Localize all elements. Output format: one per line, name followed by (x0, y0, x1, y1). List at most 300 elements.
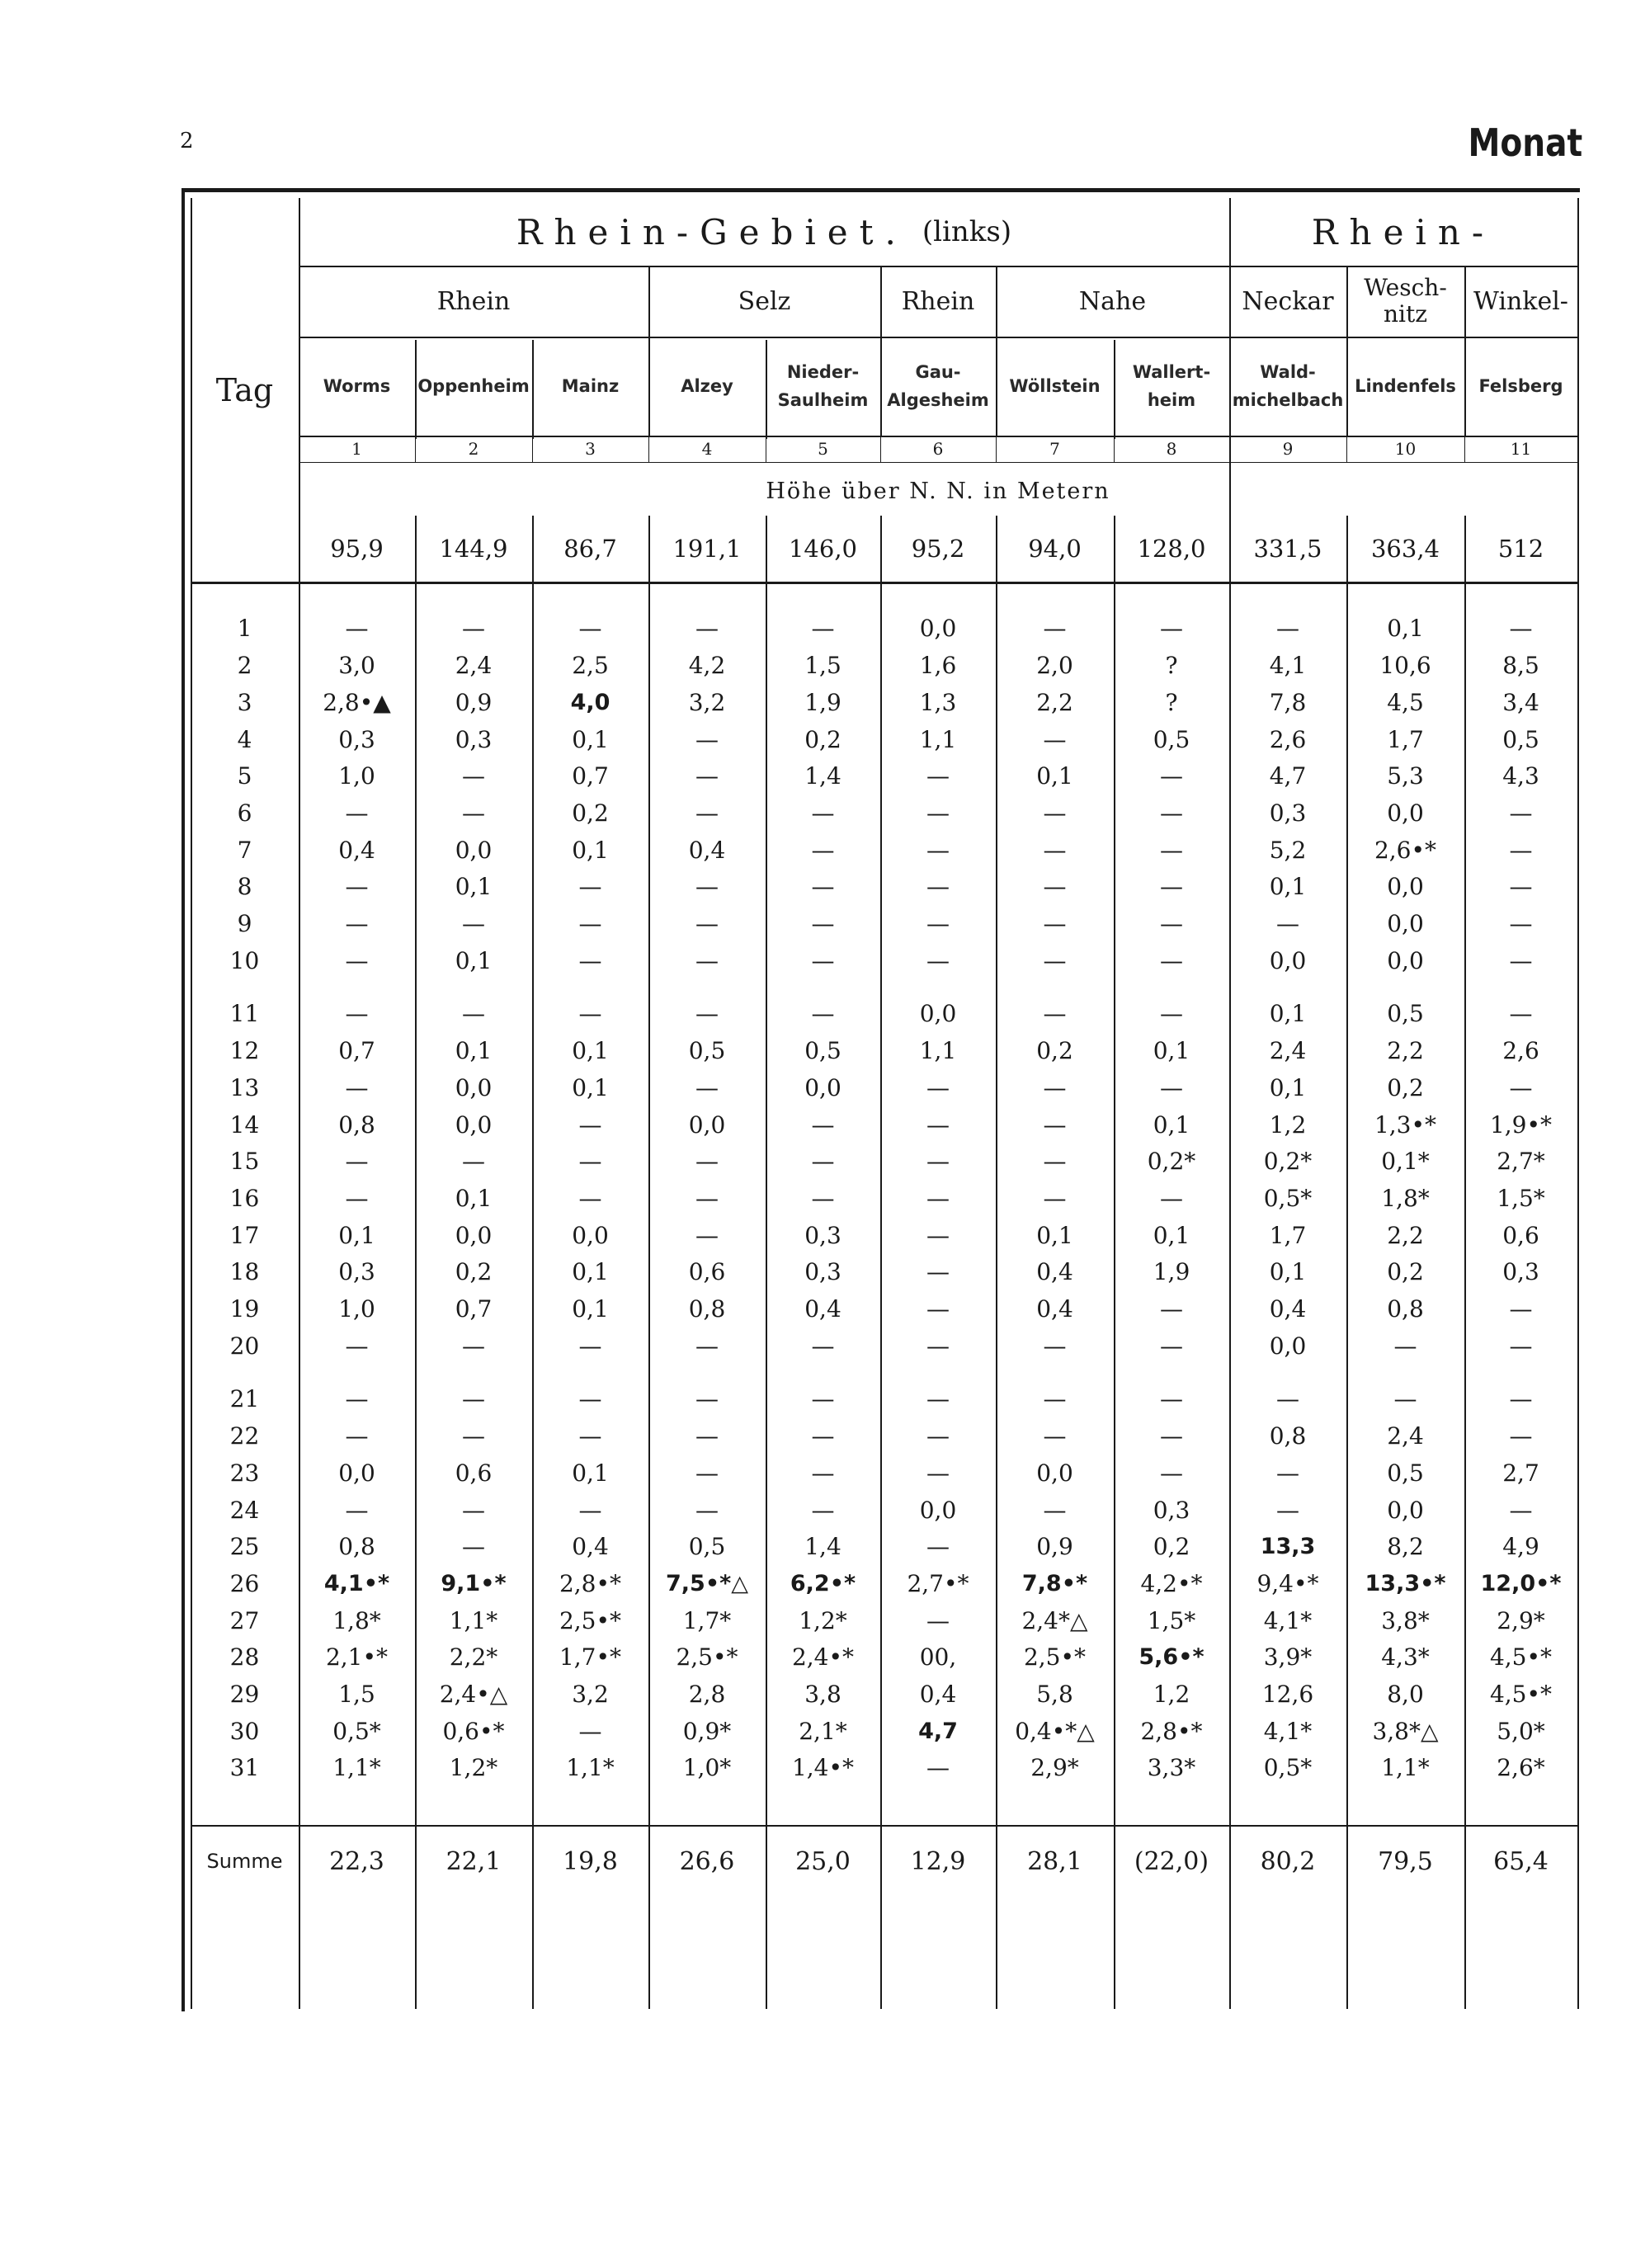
table-cell: 0,0 (1269, 946, 1307, 974)
table-cell: — (578, 1148, 602, 1176)
table-cell: 2,0 (1036, 652, 1073, 680)
table-cell: — (926, 799, 950, 827)
column-number: 10 (1394, 439, 1417, 459)
table-cell: — (345, 1000, 369, 1028)
table-cell: 1,1* (1381, 1754, 1430, 1782)
table-cell: — (926, 1295, 950, 1323)
table-cell: 0,3 (1269, 799, 1307, 827)
table-cell: 2,8•* (1140, 1717, 1203, 1745)
colnum-bottom-rule (299, 462, 1577, 463)
table-cell: — (811, 799, 835, 827)
table-cell: 0,5* (1263, 1184, 1313, 1212)
table-cell: 2,4 (455, 652, 493, 680)
day-number: 26 (229, 1569, 260, 1597)
elevation-value: 95,9 (330, 535, 384, 563)
table-cell: — (1043, 725, 1067, 753)
day-number: 1 (237, 615, 252, 643)
table-cell: 2,4•△ (439, 1681, 508, 1709)
column-number: 8 (1166, 439, 1177, 459)
elevation-label: Höhe über N. N. in Metern (766, 478, 1110, 504)
table-cell: 0,2* (1147, 1148, 1196, 1176)
table-cell: — (926, 762, 950, 790)
table-cell: — (811, 1496, 835, 1524)
table-cell: 0,0 (455, 1110, 493, 1139)
table-cell: 2,2 (1387, 1221, 1424, 1249)
table-cell: 0,0 (455, 1073, 493, 1101)
group-subtitle: (links) (922, 215, 1012, 248)
day-number: 3 (237, 688, 252, 716)
table-cell: 1,2* (799, 1606, 847, 1634)
table-cell: 2,9* (1497, 1606, 1545, 1634)
table-cell: — (1043, 1422, 1067, 1450)
table-cell: — (695, 1000, 719, 1028)
table-cell: — (1043, 1332, 1067, 1360)
table-cell: 0,8 (1387, 1295, 1424, 1323)
table-cell: — (1043, 1184, 1067, 1212)
table-cell: 1,9 (1153, 1258, 1190, 1286)
table-cell: — (1393, 1332, 1417, 1360)
table-cell: — (1043, 799, 1067, 827)
table-cell: 5,3 (1387, 762, 1424, 790)
table-cell: 2,1•* (325, 1643, 389, 1672)
table-cell: 0,1 (572, 1037, 609, 1065)
table-cell: — (1276, 1496, 1299, 1524)
group-title-text: Rhein- (1311, 211, 1496, 252)
column-number: 3 (585, 439, 596, 459)
table-cell: — (695, 1385, 719, 1413)
table-cell: — (1043, 1110, 1067, 1139)
table-cell: 0,0 (1269, 1332, 1307, 1360)
table-cell: — (811, 1385, 835, 1413)
table-cell: 0,4 (688, 836, 726, 864)
table-cell: 4,2•* (1140, 1569, 1203, 1597)
table-cell: 0,8 (688, 1295, 726, 1323)
table-cell: 2,5•* (559, 1606, 622, 1634)
table-cell: 0,0 (1387, 946, 1424, 974)
station-divider (1346, 337, 1348, 436)
table-cell: 0,1* (1381, 1148, 1430, 1176)
table-cell: 1,0 (338, 1295, 375, 1323)
table-cell: 0,3 (804, 1221, 842, 1249)
table-cell: 0,0 (919, 615, 957, 643)
table-cell: — (462, 615, 485, 643)
table-cell: — (345, 1332, 369, 1360)
table-cell: 0,9 (455, 688, 493, 716)
day-number: 12 (229, 1037, 260, 1065)
table-cell: — (462, 799, 485, 827)
table-cell: — (1509, 836, 1533, 864)
table-cell: 0,9 (1036, 1533, 1073, 1561)
table-cell: 4,9 (1502, 1533, 1539, 1561)
column-number: 1 (351, 439, 362, 459)
table-cell: — (462, 1385, 485, 1413)
summe-value: 22,3 (329, 1846, 384, 1876)
day-number: 19 (229, 1295, 260, 1323)
table-cell: — (578, 1385, 602, 1413)
table-cell: 4,2 (688, 652, 726, 680)
station-divider (1229, 337, 1231, 436)
table-cell: — (695, 725, 719, 753)
table-cell: — (1043, 1073, 1067, 1101)
day-number: 4 (237, 725, 252, 753)
day-number: 27 (229, 1606, 260, 1634)
table-cell: — (695, 1221, 719, 1249)
elevation-value: 191,1 (672, 535, 742, 563)
day-number: 14 (229, 1110, 260, 1139)
table-cell: — (1276, 615, 1299, 643)
table-cell: — (1276, 1385, 1299, 1413)
table-cell: 0,2* (1263, 1148, 1313, 1176)
table-cell: — (695, 1459, 719, 1487)
table-cell: 0,4 (338, 836, 375, 864)
table-cell: 0,0 (1387, 1496, 1424, 1524)
elevation-value: 95,2 (911, 535, 965, 563)
table-cell: — (345, 946, 369, 974)
table-cell: — (811, 615, 835, 643)
day-number: 2 (237, 652, 252, 680)
table-cell: — (462, 1148, 485, 1176)
day-number: 18 (229, 1258, 260, 1286)
table-cell: — (578, 873, 602, 901)
table-cell: 0,0 (1387, 910, 1424, 938)
table-cell: 2,6 (1269, 725, 1307, 753)
station-divider (766, 340, 767, 439)
day-number: 5 (237, 762, 252, 790)
table-cell: — (1509, 799, 1533, 827)
table-cell: 00, (919, 1643, 957, 1672)
table-cell: 1,8* (332, 1606, 381, 1634)
table-cell: — (345, 1184, 369, 1212)
table-cell: 2,8•* (559, 1569, 622, 1597)
station-divider (1114, 340, 1115, 439)
elevation-value: 331,5 (1253, 535, 1322, 563)
table-cell: 1,1 (919, 725, 957, 753)
table-cell: 4,0 (570, 689, 610, 715)
table-cell: — (695, 873, 719, 901)
table-cell: 2,7 (1502, 1459, 1539, 1487)
table-cell: 0,1 (1269, 1000, 1307, 1028)
table-cell: 2,2 (1387, 1037, 1424, 1065)
table-cell: — (695, 1148, 719, 1176)
column-number: 7 (1049, 439, 1060, 459)
river-name: Winkel- (1473, 286, 1568, 316)
table-cell: — (1160, 799, 1183, 827)
table-cell: — (926, 1148, 950, 1176)
table-cell: — (811, 910, 835, 938)
day-number: 24 (229, 1496, 260, 1524)
table-cell: 0,0 (1387, 799, 1424, 827)
table-cell: 2,6 (1502, 1037, 1539, 1065)
header-bottom-rule (191, 582, 1577, 584)
table-cell: — (926, 1073, 950, 1101)
table-cell: — (578, 910, 602, 938)
table-cell: 0,5 (688, 1533, 726, 1561)
summe-value: 79,5 (1378, 1846, 1433, 1876)
table-cell: — (578, 1332, 602, 1360)
table-cell: — (578, 1717, 602, 1745)
table-cell: 0,1 (455, 873, 493, 901)
table-cell: 0,2 (455, 1258, 493, 1286)
elevation-value: 146,0 (788, 535, 858, 563)
table-cell: 2,8•▲ (323, 688, 391, 716)
elevation-value: 94,0 (1028, 535, 1082, 563)
table-cell: 2,6•* (1374, 836, 1437, 864)
table-cell: 0,3 (1153, 1496, 1190, 1524)
day-number: 22 (229, 1422, 260, 1450)
table-cell: 1,4 (804, 762, 842, 790)
table-cell: 0,1 (1387, 615, 1424, 643)
table-cell: 0,3 (338, 1258, 375, 1286)
table-cell: — (1043, 1496, 1067, 1524)
summe-value: 19,8 (563, 1846, 618, 1876)
table-cell: — (345, 799, 369, 827)
table-cell: 0,5 (1502, 725, 1539, 753)
table-cell: 0,2 (804, 725, 842, 753)
day-number: 31 (229, 1754, 260, 1782)
day-number: 10 (229, 946, 260, 974)
table-cell: — (695, 762, 719, 790)
table-cell: 1,3 (919, 688, 957, 716)
table-cell: — (1043, 836, 1067, 864)
station-divider (996, 337, 997, 436)
table-cell: — (462, 1332, 485, 1360)
station-name: Alzey (681, 376, 733, 396)
table-cell: 0,1 (1036, 762, 1073, 790)
table-cell: 1,6 (919, 652, 957, 680)
station-name: Gau-Algesheim (887, 362, 989, 410)
table-cell: — (1160, 873, 1183, 901)
table-cell: — (695, 946, 719, 974)
day-number: 20 (229, 1332, 260, 1360)
table-cell: 1,2 (1153, 1681, 1190, 1709)
table-cell: — (926, 873, 950, 901)
station-divider (648, 337, 650, 436)
column-number: 2 (468, 439, 479, 459)
table-cell: — (578, 1000, 602, 1028)
table-cell: 1,7 (1387, 725, 1424, 753)
table-cell: 1,2* (449, 1754, 498, 1782)
table-cell: — (695, 799, 719, 827)
table-cell: — (695, 1422, 719, 1450)
river-name: Nahe (1078, 286, 1147, 316)
table-cell: 0,1 (1153, 1037, 1190, 1065)
table-cell: — (811, 1110, 835, 1139)
table-cell: — (811, 1332, 835, 1360)
summe-value: 28,1 (1027, 1846, 1082, 1876)
table-cell: 0,5* (332, 1717, 381, 1745)
day-number: 29 (229, 1681, 260, 1709)
table-cell: ? (1165, 652, 1178, 680)
summe-value: 25,0 (795, 1846, 851, 1876)
table-cell: 0,0 (919, 1000, 957, 1028)
table-cell: — (1509, 1422, 1533, 1450)
table-cell: — (1043, 1385, 1067, 1413)
table-cell: 3,8* (1381, 1606, 1430, 1634)
table-cell: 2,2* (449, 1643, 498, 1672)
table-cell: 0,4 (1036, 1258, 1073, 1286)
table-cell: 3,4 (1502, 688, 1539, 716)
day-number: 7 (237, 836, 252, 864)
elevation-value: 86,7 (563, 535, 617, 563)
column-number: 6 (932, 439, 944, 459)
table-cell: — (1509, 1332, 1533, 1360)
day-number: 25 (229, 1533, 260, 1561)
table-cell: 8,2 (1387, 1533, 1424, 1561)
table-cell: 4,5•* (1489, 1643, 1553, 1672)
day-number: 15 (229, 1148, 260, 1176)
page-number: 2 (180, 129, 194, 153)
table-cell: 1,1* (566, 1754, 615, 1782)
table-cell: 0,5 (1387, 1459, 1424, 1487)
group-title-text: Rhein-Gebiet. (516, 211, 908, 252)
table-cell: 0,1 (1036, 1221, 1073, 1249)
table-cell: 1,8* (1381, 1184, 1430, 1212)
river-name: Selz (738, 286, 791, 316)
day-number: 13 (229, 1073, 260, 1101)
table-cell: — (345, 910, 369, 938)
table-cell: 3,3* (1147, 1754, 1196, 1782)
table-cell: 5,0* (1497, 1717, 1545, 1745)
table-cell: 1,7* (682, 1606, 732, 1634)
table-cell: 0,1 (1269, 1258, 1307, 1286)
table-cell: 2,2 (1036, 688, 1073, 716)
table-cell: — (926, 1184, 950, 1212)
table-cell: 2,8 (688, 1681, 726, 1709)
table-cell: 7,8•* (1021, 1570, 1088, 1596)
table-cell: 1,9 (804, 688, 842, 716)
column-number: 4 (701, 439, 713, 459)
table-cell: — (345, 1073, 369, 1101)
river-name: Wesch-nitz (1364, 274, 1447, 328)
station-divider (415, 340, 417, 439)
table-cell: 1,7•* (559, 1643, 622, 1672)
table-cell: 1,5 (338, 1681, 375, 1709)
table-cell: 3,0 (338, 652, 375, 680)
table-cell: — (1043, 946, 1067, 974)
table-cell: 7,8 (1269, 688, 1307, 716)
table-cell: 0,2 (1387, 1258, 1424, 1286)
table-cell: 12,6 (1261, 1681, 1314, 1709)
table-cell: — (695, 1496, 719, 1524)
table-cell: — (1276, 1459, 1299, 1487)
table-cell: 4,1* (1263, 1717, 1313, 1745)
table-cell: — (1509, 1000, 1533, 1028)
precipitation-table (182, 188, 1580, 2011)
table-cell: 0,2 (1153, 1533, 1190, 1561)
table-cell: 4,5•* (1489, 1681, 1553, 1709)
table-cell: — (1509, 1295, 1533, 1323)
table-cell: 0,0 (804, 1073, 842, 1101)
table-cell: 1,3•* (1374, 1110, 1437, 1139)
table-cell: — (578, 946, 602, 974)
summe-value: 26,6 (679, 1846, 735, 1876)
table-cell: 1,5 (804, 652, 842, 680)
table-cell: — (926, 1110, 950, 1139)
table-cell: 0,2 (1036, 1037, 1073, 1065)
table-cell: 1,4 (804, 1533, 842, 1561)
table-cell: — (1160, 1184, 1183, 1212)
table-cell: — (695, 1073, 719, 1101)
table-cell: 10,6 (1379, 652, 1431, 680)
table-cell: — (811, 1184, 835, 1212)
table-cell: 0,0 (338, 1459, 375, 1487)
table-cell: 0,1 (1269, 873, 1307, 901)
table-cell: 2,4 (1269, 1037, 1307, 1065)
table-cell: 0,3 (804, 1258, 842, 1286)
table-cell: 0,8 (338, 1533, 375, 1561)
table-cell: — (695, 1184, 719, 1212)
station-name: Lindenfels (1355, 376, 1456, 396)
table-cell: — (695, 1332, 719, 1360)
table-cell: 2,5•* (1023, 1643, 1087, 1672)
table-cell: 12,0•* (1480, 1570, 1562, 1596)
summe-value: 22,1 (446, 1846, 502, 1876)
table-cell: 13,3•* (1365, 1570, 1446, 1596)
table-cell: — (462, 1422, 485, 1450)
table-cell: — (1160, 946, 1183, 974)
summe-value: 80,2 (1260, 1846, 1316, 1876)
table-cell: — (462, 1533, 485, 1561)
table-cell: 3,2 (688, 688, 726, 716)
table-cell: 1,5* (1497, 1184, 1545, 1212)
table-cell: — (462, 762, 485, 790)
table-cell: 2,4*△ (1021, 1606, 1088, 1634)
table-cell: 0,4 (1036, 1295, 1073, 1323)
table-cell: 1,1* (332, 1754, 381, 1782)
table-cell: — (1160, 1459, 1183, 1487)
table-cell: 2,4•* (791, 1643, 855, 1672)
table-cell: — (926, 946, 950, 974)
table-cell: 0,0 (572, 1221, 609, 1249)
table-cell: 5,8 (1036, 1681, 1073, 1709)
table-cell: — (578, 1422, 602, 1450)
table-cell: — (578, 615, 602, 643)
station-name: Mainz (561, 376, 620, 396)
table-cell: — (926, 1385, 950, 1413)
right-edge-rule (1577, 198, 1579, 2009)
table-cell: — (811, 836, 835, 864)
station-divider (880, 337, 882, 436)
table-cell: 0,1 (572, 1459, 609, 1487)
station-divider (532, 340, 534, 439)
table-cell: 0,1 (572, 1295, 609, 1323)
table-cell: — (926, 1754, 950, 1782)
table-cell: — (578, 1110, 602, 1139)
table-cell: — (926, 836, 950, 864)
day-number: 6 (237, 799, 252, 827)
table-cell: 0,8 (338, 1110, 375, 1139)
table-cell: 0,1 (572, 1258, 609, 1286)
table-cell: — (1160, 1422, 1183, 1450)
table-cell: 0,0 (1387, 873, 1424, 901)
table-cell: 0,6 (455, 1459, 493, 1487)
station-name: Oppenheim (417, 376, 530, 396)
table-cell: — (1509, 1385, 1533, 1413)
table-cell: 2,9* (1030, 1754, 1079, 1782)
table-cell: 0,4 (804, 1295, 842, 1323)
river-name: Neckar (1242, 286, 1334, 316)
table-cell: 8,0 (1387, 1681, 1424, 1709)
table-cell: 3,9* (1263, 1643, 1313, 1672)
table-cell: 0,3 (1502, 1258, 1539, 1286)
table-cell: — (811, 1459, 835, 1487)
day-number: 28 (229, 1643, 260, 1672)
table-cell: — (462, 1000, 485, 1028)
table-cell: — (1160, 836, 1183, 864)
table-cell: 0,1 (572, 725, 609, 753)
table-cell: 2,5 (572, 652, 609, 680)
table-cell: — (345, 873, 369, 901)
